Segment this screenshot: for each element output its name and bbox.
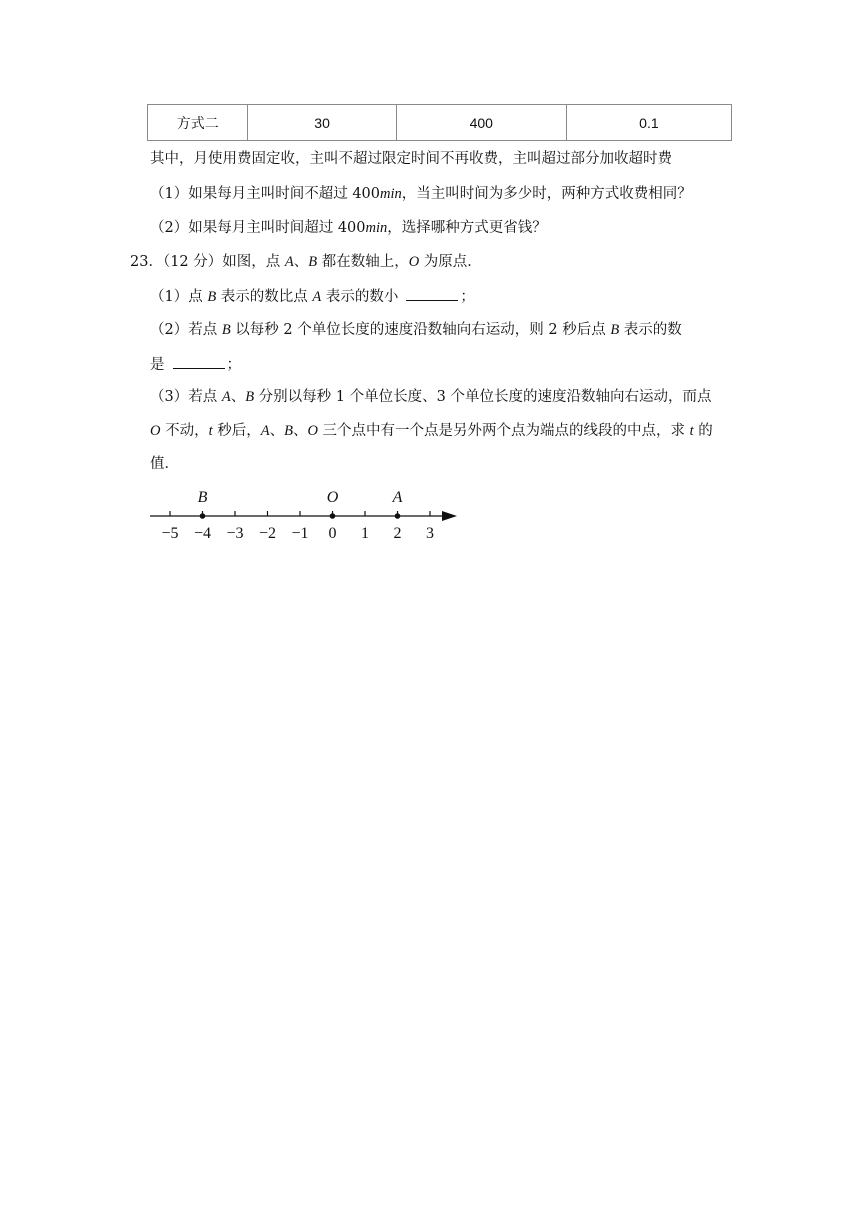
problem-23-header (130, 252, 482, 272)
var-a: A (284, 254, 294, 270)
number-line-diagram (145, 482, 465, 546)
question-2 (150, 218, 547, 238)
unit-min: min (365, 220, 388, 236)
var-o: O (408, 254, 420, 270)
table-cell-overtime-fee: 0.1 (566, 105, 731, 141)
var-a: A (312, 289, 322, 305)
part-1 (150, 286, 475, 307)
tick-label: −4 (193, 525, 212, 542)
separator: 、 (269, 423, 285, 439)
question-2-text-end: ，选择哪种方式更省钱？ (387, 220, 547, 236)
part-text: 分别以每秒 1 个单位长度、3 个单位长度的速度沿数轴向右运动，而点 (254, 389, 712, 405)
part-2 (150, 320, 682, 340)
var-t: t (689, 423, 694, 439)
var-o: O (307, 423, 318, 439)
separator: 、 (293, 254, 309, 270)
table-cell-limit-time: 400 (396, 105, 566, 141)
part-text: （1）点 (150, 289, 208, 305)
part-2-cont (150, 354, 241, 375)
tick-label: −5 (161, 525, 179, 542)
part-text: 三个点中有一个点是另外两个点为端点的线段的中点，求 (317, 423, 690, 439)
tick-label: 1 (361, 525, 369, 542)
part-text: ； (226, 357, 241, 373)
problem-text: 为原点． (419, 254, 482, 270)
question-1-text-end: ，当主叫时间为多少时，两种方式收费相同？ (401, 186, 692, 202)
var-b: B (308, 254, 318, 270)
fee-table (147, 104, 732, 141)
part-3 (150, 387, 711, 407)
point-o-dot (330, 513, 336, 519)
table-row (148, 105, 732, 141)
separator: 、 (292, 423, 308, 439)
question-1 (150, 184, 692, 204)
problem-text: 23．（12 分）如图，点 (130, 254, 285, 270)
part-text: 的 (693, 423, 713, 439)
tick-label: −2 (258, 525, 277, 542)
var-b: B (245, 389, 255, 405)
var-b: B (284, 423, 293, 439)
part-text: 秒后， (212, 423, 261, 439)
note-line: 其中，月使用费固定收，主叫不超过限定时间不再收费，主叫超过部分加收超时费 (150, 151, 672, 167)
tick-label: −3 (226, 525, 244, 542)
part-text: 表示的数 (619, 322, 682, 338)
tick-label: 3 (426, 525, 434, 542)
part-text: 不动， (160, 423, 209, 439)
question-1-text: （1）如果每月主叫时间不超过 400 (150, 186, 381, 202)
var-b: B (221, 322, 231, 338)
answer-blank[interactable] (173, 354, 225, 369)
var-b: B (610, 322, 620, 338)
point-a-label: A (392, 489, 403, 506)
part-text: （3）若点 (150, 389, 222, 405)
tick-label: −1 (291, 525, 309, 542)
tick-label: 2 (393, 525, 402, 542)
axis-arrow-icon (442, 511, 457, 521)
part-text: 以每秒 2 个单位长度的速度沿数轴向右运动，则 2 秒后点 (230, 322, 611, 338)
point-o-label: O (326, 489, 339, 506)
var-a: A (260, 423, 270, 439)
part-3-cont (150, 421, 713, 441)
part-text: 表示的数比点 (216, 289, 313, 305)
point-b-dot (200, 513, 206, 519)
problem-text: 都在数轴上， (317, 254, 409, 270)
unit-min: min (380, 186, 402, 202)
var-o: O (150, 423, 161, 439)
tick-label: 0 (328, 525, 337, 542)
question-2-text: （2）如果每月主叫时间超过 400 (150, 220, 366, 236)
table-cell-monthly-fee: 30 (248, 105, 396, 141)
part-text: ； (460, 289, 475, 305)
part-text: 是 (150, 357, 165, 373)
point-a-dot (395, 513, 401, 519)
point-b-label: B (197, 489, 208, 506)
separator: 、 (230, 389, 246, 405)
var-t: t (208, 423, 213, 439)
part-text: 表示的数小 (321, 289, 399, 305)
part-3-end: 值． (150, 456, 179, 472)
var-b: B (207, 289, 217, 305)
var-a: A (221, 389, 231, 405)
answer-blank[interactable] (406, 286, 458, 301)
table-cell-method: 方式二 (148, 105, 248, 141)
part-text: （2）若点 (150, 322, 222, 338)
